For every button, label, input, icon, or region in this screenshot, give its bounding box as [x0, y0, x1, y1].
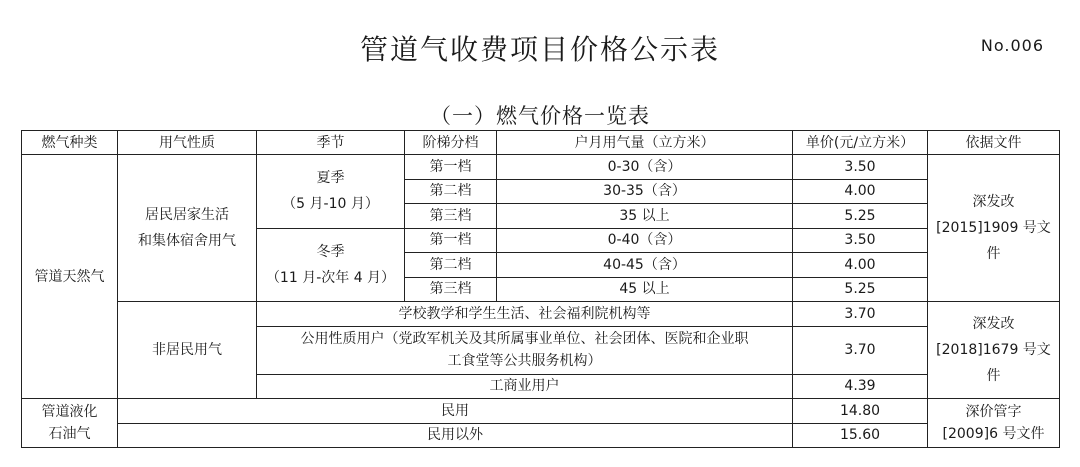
volume-cell: 30-35（含） — [497, 179, 793, 204]
basis-line: [2009]6 号文件 — [942, 426, 1045, 442]
header-tier: 阶梯分档 — [405, 131, 497, 155]
basis-line: 深发改 — [972, 194, 1015, 210]
basis-lpg — [928, 399, 1060, 448]
gas-type-line: 石油气 — [48, 426, 91, 442]
volume-cell: 40-45（含） — [497, 253, 793, 278]
tier-cell: 第一档 — [405, 228, 497, 253]
price-cell: 3.70 — [793, 302, 928, 327]
price-cell: 5.25 — [793, 277, 928, 302]
volume-cell: 45 以上 — [497, 277, 793, 302]
basis-line: 件 — [986, 246, 1001, 262]
category-description: 工商业用户 — [257, 374, 793, 399]
basis-line: [2018]1679 号文 — [936, 342, 1051, 358]
table-header-row — [22, 131, 1060, 155]
category-description: 民用 — [118, 399, 793, 424]
header-basis-document: 依据文件 — [928, 131, 1060, 155]
usage-nature-non-residential: 非居民用气 — [118, 302, 257, 399]
gas-price-table — [21, 130, 1060, 448]
basis-residential — [928, 155, 1060, 302]
price-cell: 15.60 — [793, 423, 928, 448]
page-title: 管道气收费项目价格公示表 — [359, 33, 720, 66]
tier-cell: 第一档 — [405, 155, 497, 180]
tier-cell: 第三档 — [405, 204, 497, 229]
volume-cell: 0-40（含） — [497, 228, 793, 253]
document-number: No.006 — [980, 36, 1044, 55]
description-line: 工食堂等公共服务机构） — [447, 353, 602, 369]
tier-cell: 第三档 — [405, 277, 497, 302]
gas-type-line: 管道液化 — [41, 404, 98, 420]
basis-non-residential — [928, 302, 1060, 399]
price-cell: 4.00 — [793, 253, 928, 278]
category-description: 民用以外 — [118, 423, 793, 448]
price-cell: 4.00 — [793, 179, 928, 204]
table-row — [22, 302, 1060, 327]
volume-cell: 0-30（含） — [497, 155, 793, 180]
table-subtitle: （一）燃气价格一览表 — [430, 104, 650, 128]
price-cell: 14.80 — [793, 399, 928, 424]
season-winter — [257, 228, 405, 302]
basis-line: 深价管字 — [965, 404, 1022, 420]
usage-nature-line: 和集体宿舍用气 — [138, 233, 236, 249]
season-name: 冬季 — [316, 243, 345, 260]
season-months: （11 月-次年 4 月） — [265, 269, 396, 286]
header-season: 季节 — [257, 131, 405, 155]
volume-cell: 35 以上 — [497, 204, 793, 229]
description-line: 公用性质用户（党政军机关及其所属事业单位、社会团体、医院和企业职 — [300, 331, 749, 347]
price-cell: 3.50 — [793, 155, 928, 180]
gas-type-natural: 管道天然气 — [22, 155, 118, 399]
header-monthly-volume: 户月用气量（立方米） — [497, 131, 793, 155]
season-name: 夏季 — [316, 170, 345, 187]
price-cell: 3.50 — [793, 228, 928, 253]
usage-nature-residential — [118, 155, 257, 302]
table-row — [22, 399, 1060, 424]
season-summer — [257, 155, 405, 229]
header-usage-nature: 用气性质 — [118, 131, 257, 155]
season-months: （5 月-10 月） — [282, 196, 379, 213]
category-description — [257, 326, 793, 374]
price-cell: 4.39 — [793, 374, 928, 399]
tier-cell: 第二档 — [405, 179, 497, 204]
basis-line: [2015]1909 号文 — [936, 220, 1051, 236]
table-row — [22, 423, 1060, 448]
header-unit-price: 单价(元/立方米） — [793, 131, 928, 155]
basis-line: 深发改 — [972, 316, 1015, 332]
price-cell: 3.70 — [793, 326, 928, 374]
category-description: 学校教学和学生生活、社会福利院机构等 — [257, 302, 793, 327]
usage-nature-line: 居民居家生活 — [145, 207, 229, 223]
price-cell: 5.25 — [793, 204, 928, 229]
basis-line: 件 — [986, 368, 1001, 384]
gas-type-lpg — [22, 399, 118, 448]
header-gas-type: 燃气种类 — [22, 131, 118, 155]
table-row — [22, 155, 1060, 180]
tier-cell: 第二档 — [405, 253, 497, 278]
